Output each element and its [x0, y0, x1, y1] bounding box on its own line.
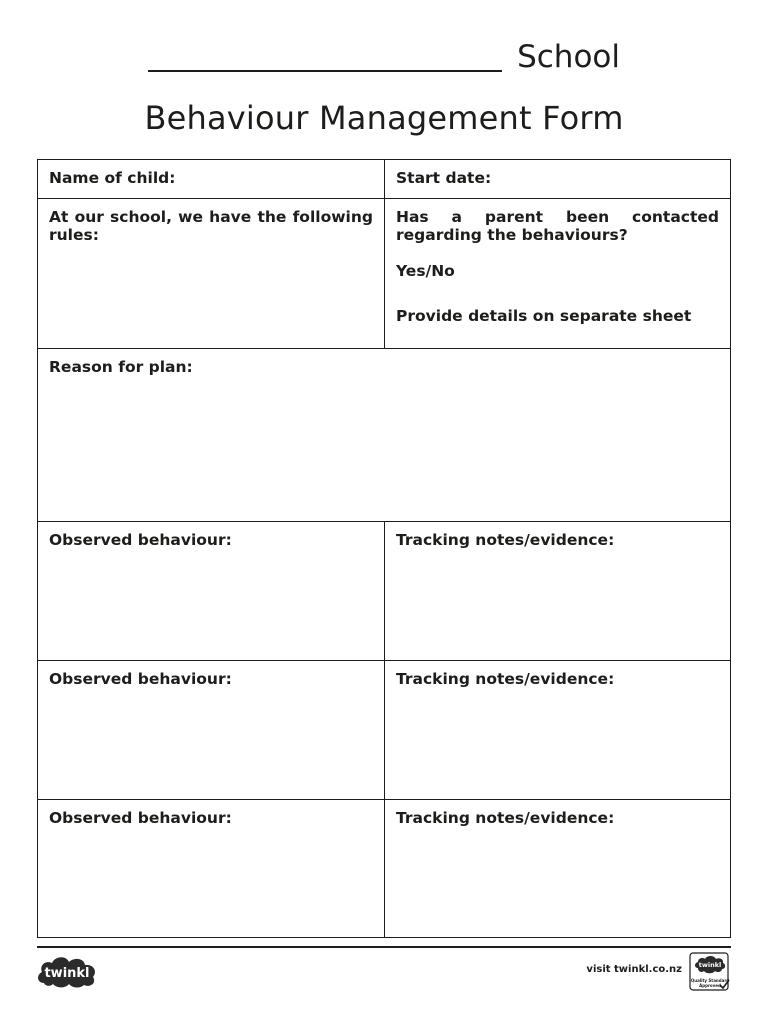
form-row-name-date [38, 160, 730, 199]
school-name-line [148, 40, 620, 74]
observed-behaviour-cell-3[interactable] [38, 800, 385, 937]
badge-caption: Quality Standard Approved [690, 978, 730, 988]
form-row-observed-1 [38, 522, 730, 661]
form-row-reason [38, 349, 730, 522]
school-name-blank[interactable] [148, 70, 502, 72]
provide-details-note: Provide details on separate sheet [396, 307, 692, 325]
tracking-notes-label: Tracking notes/evidence: [396, 531, 615, 549]
twinkl-logo [36, 953, 98, 993]
twinkl-logo-text: twinkl [44, 966, 90, 981]
rules-cell[interactable] [38, 199, 385, 348]
observed-behaviour-label: Observed behaviour: [49, 531, 232, 549]
observed-behaviour-cell-1[interactable] [38, 522, 385, 660]
observed-behaviour-label: Observed behaviour: [49, 670, 232, 688]
name-of-child-cell[interactable] [38, 160, 385, 198]
reason-for-plan-cell[interactable] [38, 349, 730, 521]
tracking-notes-cell-3[interactable] [385, 800, 730, 937]
reason-for-plan-label: Reason for plan: [49, 358, 193, 376]
observed-behaviour-label: Observed behaviour: [49, 809, 232, 827]
start-date-cell[interactable] [385, 160, 730, 198]
footer-divider [37, 946, 731, 948]
rules-label: At our school, we have the following rules: [49, 208, 373, 244]
name-of-child-label: Name of child: [49, 169, 176, 187]
tracking-notes-cell-1[interactable] [385, 522, 730, 660]
parent-contacted-cell[interactable] [385, 199, 730, 348]
yes-no-option[interactable]: Yes/No [396, 262, 455, 280]
website-link[interactable]: visit twinkl.co.nz [586, 964, 682, 975]
start-date-label: Start date: [396, 169, 492, 187]
form-row-observed-3 [38, 800, 730, 937]
school-label: School [517, 39, 620, 75]
quality-standard-badge [689, 952, 731, 992]
parent-contacted-label: Has a parent been contacted regarding the behaviours? [396, 208, 719, 244]
tracking-notes-cell-2[interactable] [385, 661, 730, 799]
observed-behaviour-cell-2[interactable] [38, 661, 385, 799]
tracking-notes-label: Tracking notes/evidence: [396, 670, 615, 688]
form-row-observed-2 [38, 661, 730, 800]
form-row-rules-parent [38, 199, 730, 349]
behaviour-form-table [37, 159, 731, 938]
form-title: Behaviour Management Form [144, 99, 624, 137]
badge-logo-text: twinkl [698, 961, 722, 969]
tracking-notes-label: Tracking notes/evidence: [396, 809, 615, 827]
